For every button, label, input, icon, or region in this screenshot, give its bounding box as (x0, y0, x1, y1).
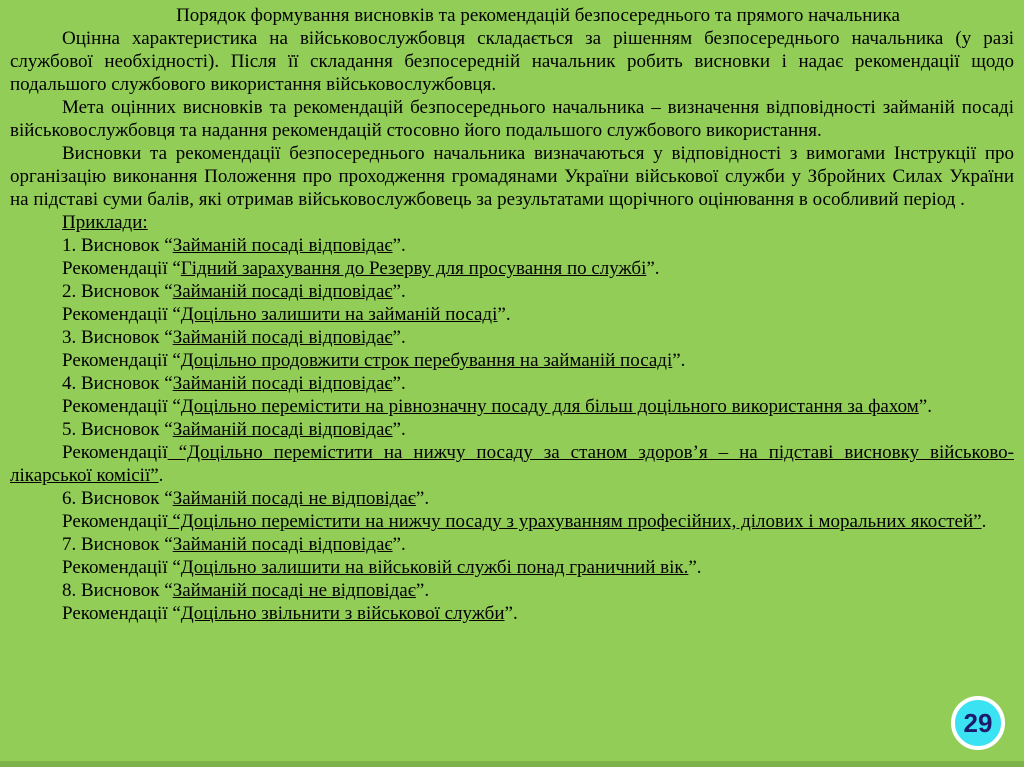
text-segment: . (981, 511, 987, 532)
paragraph (10, 234, 1014, 257)
underlined-text-segment: Займаній посаді не відповідає (172, 488, 416, 509)
underlined-text-segment: Доцільно залишити на військовій службі понад граничний вік. (180, 557, 689, 578)
text-segment: ”. (646, 258, 660, 279)
text-segment: 3. Висновок “ (62, 327, 173, 348)
paragraph-list (10, 27, 1014, 625)
text-segment: ”. (688, 557, 702, 578)
text-segment: ”. (415, 580, 430, 601)
underlined-text-segment: Займаній посаді відповідає (172, 327, 393, 348)
text-segment: ”. (415, 488, 430, 509)
text-segment: 8. Висновок “ (62, 580, 173, 601)
text-segment: ”. (672, 350, 686, 371)
underlined-text-segment: Займаній посаді відповідає (172, 534, 393, 555)
text-segment: Рекомендації (62, 442, 168, 463)
text-segment: Рекомендації “ (62, 258, 181, 279)
paragraph (10, 579, 1014, 602)
underlined-text-segment: Займаній посаді не відповідає (172, 580, 416, 601)
text-segment: Рекомендації “ (62, 396, 181, 417)
text-segment: Рекомендації (62, 511, 168, 532)
paragraph (10, 441, 1014, 487)
text-segment: ”. (392, 373, 406, 394)
paragraph (10, 326, 1014, 349)
text-segment: ”. (504, 603, 518, 624)
text-segment: 1. Висновок “ (62, 235, 173, 256)
text-segment: ”. (392, 235, 406, 256)
underlined-text-segment: Доцільно залишити на займаній посаді (180, 304, 498, 325)
underlined-text-segment: Доцільно перемістити на рівнозначну посаду для більш доцільного використання за фахом (180, 396, 919, 417)
text-segment: ”. (392, 534, 406, 555)
underlined-text-segment: Займаній посаді відповідає (172, 281, 393, 302)
paragraph (10, 418, 1014, 441)
underlined-text-segment: Займаній посаді відповідає (172, 235, 393, 256)
underlined-text-segment: “Доцільно перемістити на нижчу посаду за станом здоров’я – на підставі висновку військово-лікарської комісії” (10, 442, 1014, 486)
slide-title: Порядок формування висновків та рекомендацій безпосереднього та прямого начальника (176, 5, 900, 26)
text-segment: 7. Висновок “ (62, 534, 173, 555)
paragraph (10, 142, 1014, 211)
page-number: 29 (963, 707, 993, 738)
text-segment: Оцінна характеристика на військовослужбовця складається за рішенням безпосереднього начальника (у разі службової необхідності). Після її складання безпосередній начальник робить висновки і надає рекомендації щодо подальшого службового використання військовослужбовця. (10, 28, 1014, 95)
text-segment: Рекомендації “ (62, 350, 181, 371)
text-segment: Рекомендації “ (62, 304, 181, 325)
text-segment: 2. Висновок “ (62, 281, 173, 302)
paragraph (10, 27, 1014, 96)
text-segment: Висновки та рекомендації безпосереднього начальника визначаються у відповідності з вимогами Інструкції про організацію виконання Положення про проходження громадянами України військової служби у Збройних Силах України на підставі суми балів, які отримав військовослужбовець за результатами щорічного оцінювання в особливий період . (10, 143, 1014, 210)
page-number-badge (951, 696, 1005, 750)
paragraph (10, 280, 1014, 303)
paragraph (10, 556, 1014, 579)
paragraph (10, 96, 1014, 142)
paragraph (10, 349, 1014, 372)
paragraph (10, 602, 1014, 625)
text-segment: Мета оцінних висновків та рекомендацій безпосереднього начальника – визначення відповідності займаній посаді військовослужбовця та надання рекомендацій стосовно його подальшого службового використання. (10, 97, 1014, 141)
underlined-text-segment: Приклади: (62, 212, 148, 233)
slide-body (0, 4, 1024, 625)
text-segment: Рекомендації “ (62, 603, 181, 624)
text-segment: Рекомендації “ (62, 557, 181, 578)
underlined-text-segment: Займаній посаді відповідає (172, 419, 393, 440)
paragraph (10, 510, 1014, 533)
underlined-text-segment: Доцільно звільнити з військової служби (180, 603, 505, 624)
paragraph (10, 533, 1014, 556)
underlined-text-segment: Займаній посаді відповідає (172, 373, 393, 394)
paragraph (10, 303, 1014, 326)
paragraph (10, 372, 1014, 395)
text-segment: 4. Висновок “ (62, 373, 173, 394)
text-segment: ”. (497, 304, 511, 325)
text-segment: 5. Висновок “ (62, 419, 173, 440)
text-segment: ”. (392, 327, 406, 348)
text-segment: . (158, 465, 164, 486)
paragraph (10, 257, 1014, 280)
underlined-text-segment: Гідний зарахування до Резерву для просування по службі (180, 258, 647, 279)
text-segment: 6. Висновок “ (62, 488, 173, 509)
text-segment: ”. (918, 396, 932, 417)
underlined-text-segment: “Доцільно перемістити на нижчу посаду з урахуванням професійних, ділових і моральних якостей” (167, 511, 982, 532)
text-segment: ”. (392, 419, 406, 440)
text-segment: ”. (392, 281, 406, 302)
paragraph (10, 487, 1014, 510)
slide-bottom-shadow (0, 761, 1024, 767)
paragraph (10, 211, 1014, 234)
paragraph (10, 395, 1014, 418)
underlined-text-segment: Доцільно продовжити строк перебування на займаній посаді (180, 350, 673, 371)
